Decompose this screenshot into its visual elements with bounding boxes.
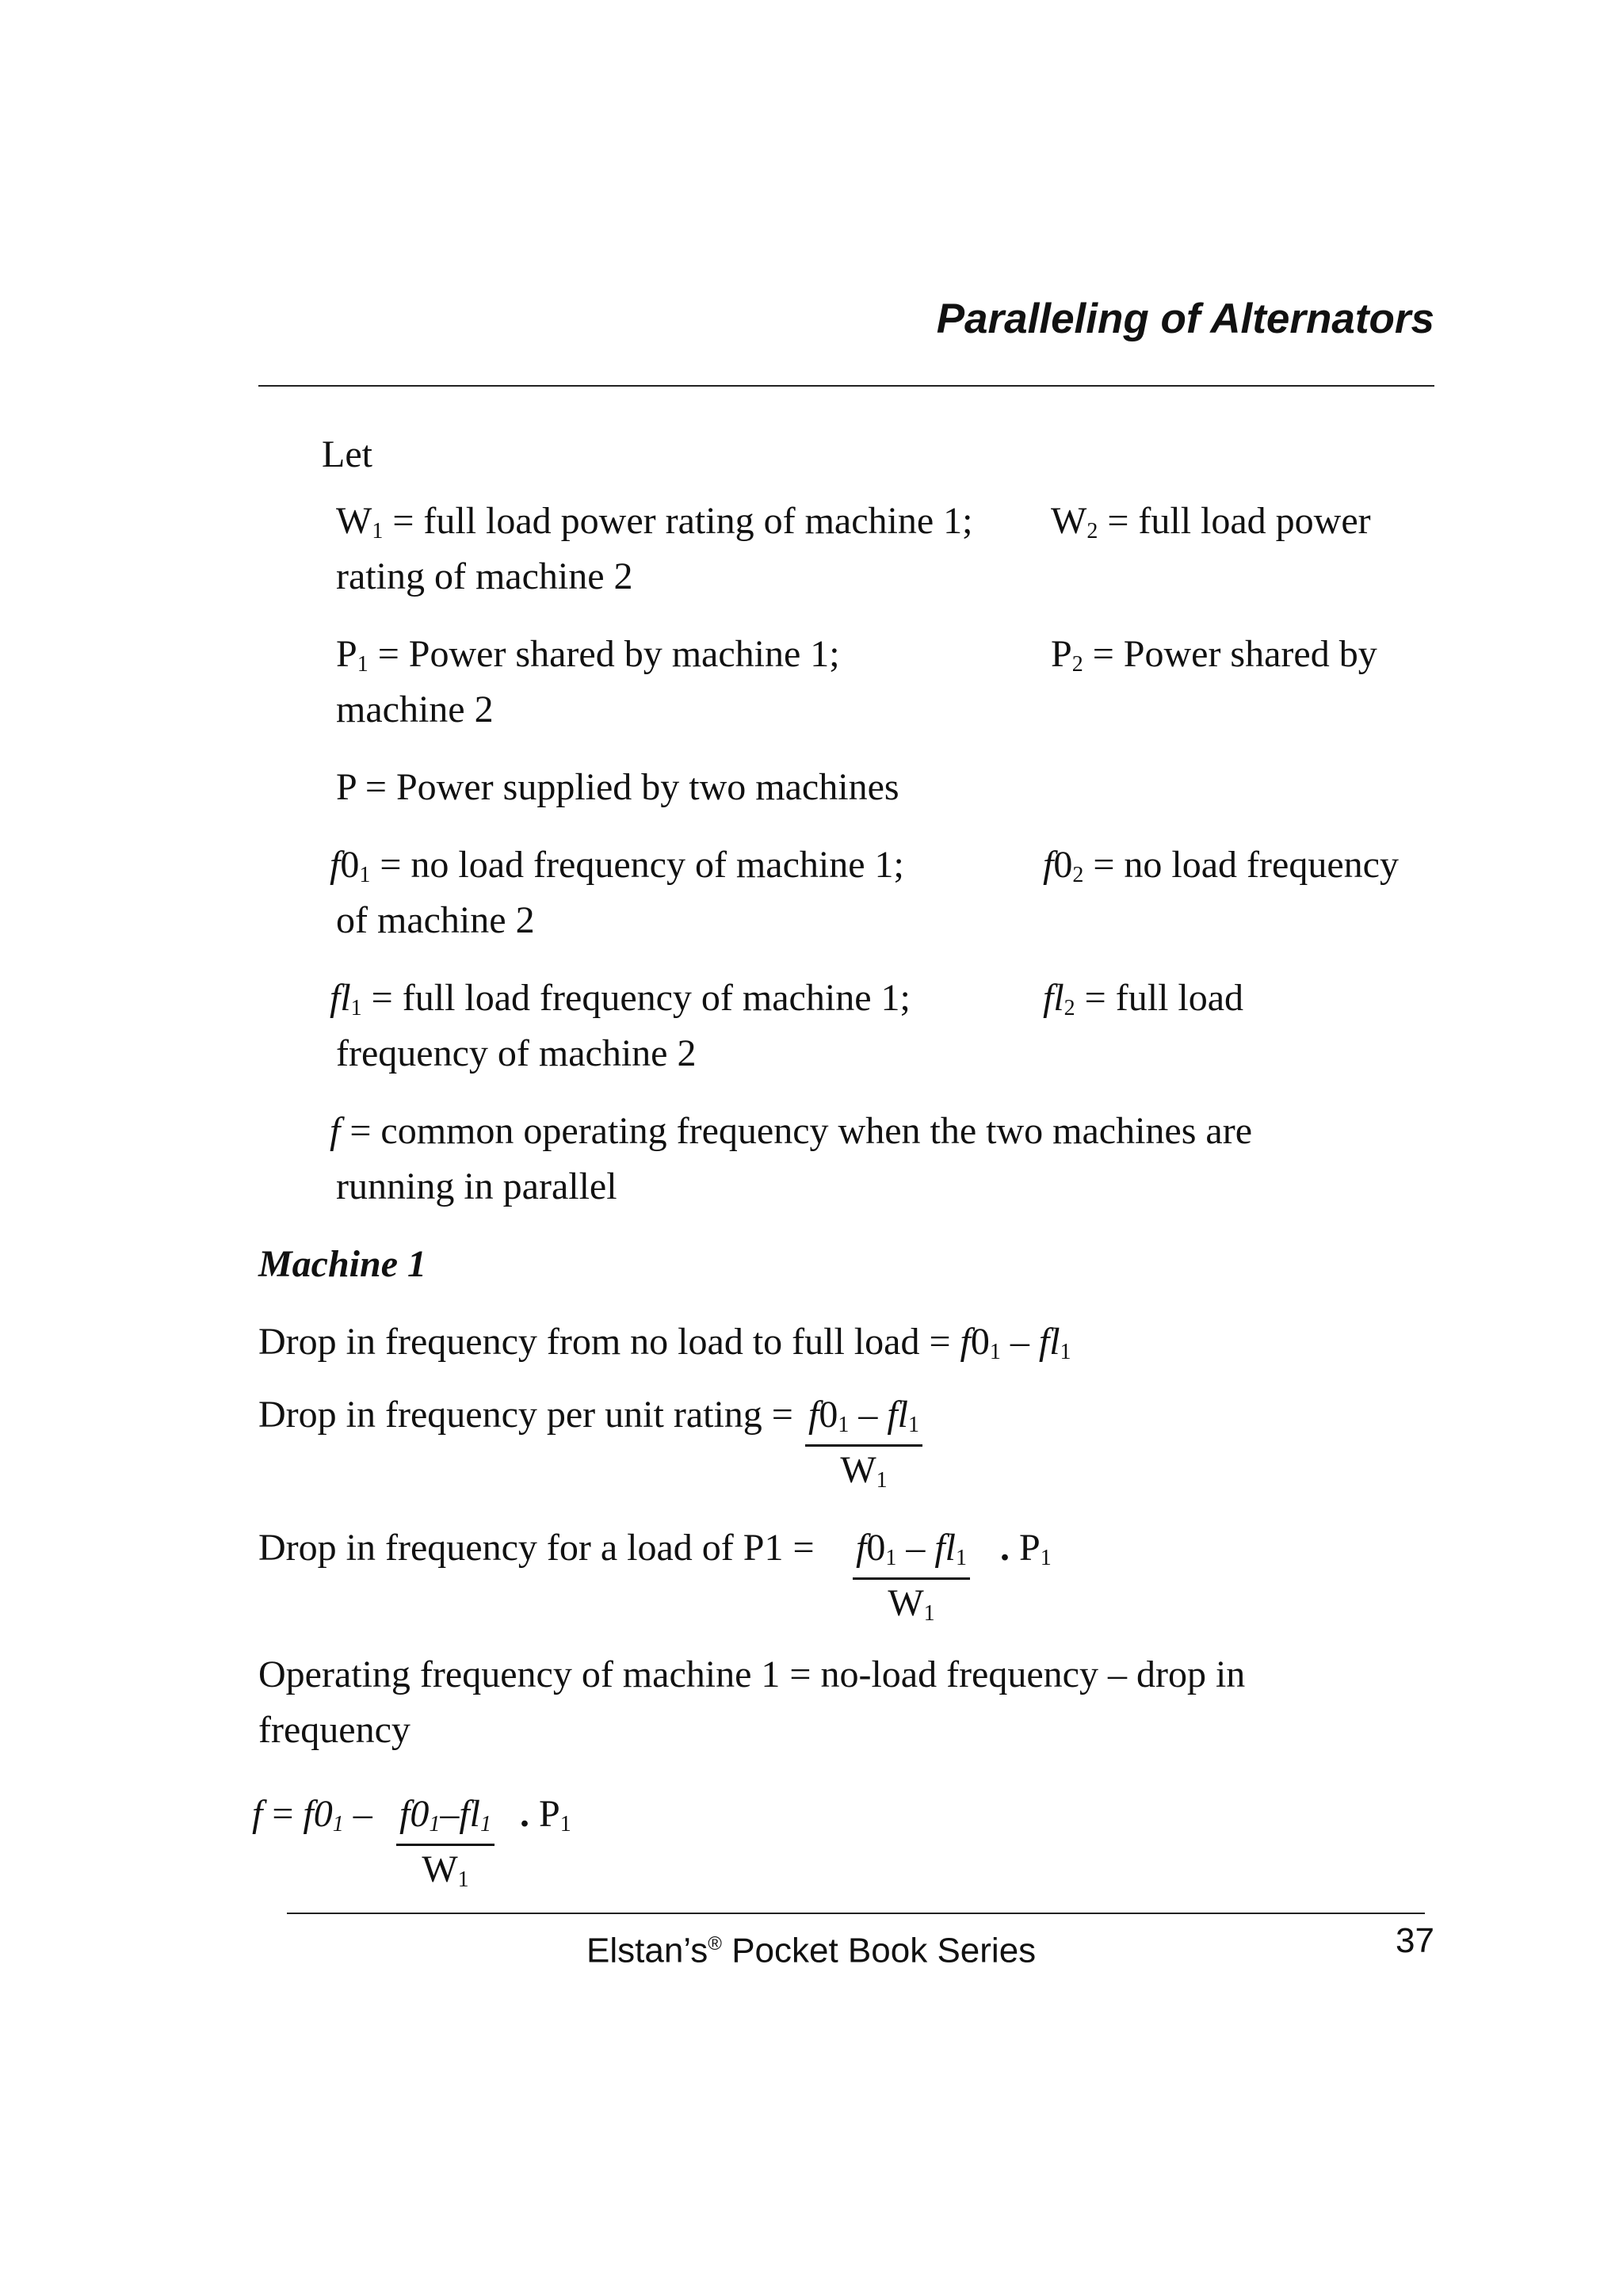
page-number: 37 bbox=[1396, 1921, 1434, 1960]
def-fl1: fl1 = full load frequency of machine 1; bbox=[330, 977, 911, 1020]
page-header-title: Paralleling of Alternators bbox=[936, 296, 1434, 342]
def-w1: W1 = full load power rating of machine 1; bbox=[336, 500, 973, 543]
drop-for-load-fraction bbox=[853, 1524, 970, 1633]
fraction-denominator: W1 bbox=[840, 1449, 888, 1493]
def-f-cont: running in parallel bbox=[336, 1165, 617, 1207]
fraction-numerator: f01–fl1 bbox=[396, 1791, 495, 1846]
def-p1: P1 = Power shared by machine 1; bbox=[336, 633, 840, 677]
def-w-cont: rating of machine 2 bbox=[336, 555, 633, 597]
final-equation-times-p1: . P1 bbox=[520, 1793, 571, 1836]
def-p-total: P = Power supplied by two machines bbox=[336, 766, 899, 808]
fraction-numerator: f01 – fl1 bbox=[853, 1524, 970, 1580]
let-label: Let bbox=[322, 433, 372, 475]
drop-no-to-full: Drop in frequency from no load to full load = f01 – fl1 bbox=[258, 1321, 1071, 1364]
def-f02: f02 = no load frequency bbox=[1043, 844, 1399, 887]
def-fl2: fl2 = full load bbox=[1043, 977, 1244, 1020]
drop-per-unit-label: Drop in frequency per unit rating = bbox=[258, 1394, 793, 1436]
drop-for-load-times-p1: . P1 bbox=[1000, 1527, 1052, 1570]
def-f01: f01 = no load frequency of machine 1; bbox=[330, 844, 904, 887]
fraction-denominator: W1 bbox=[422, 1848, 469, 1892]
drop-for-load-label: Drop in frequency for a load of P1 = bbox=[258, 1527, 815, 1569]
operating-frequency-line2: frequency bbox=[258, 1709, 411, 1751]
fraction-numerator: f01 – fl1 bbox=[805, 1391, 922, 1447]
final-equation-fraction bbox=[396, 1791, 495, 1899]
footer-series: Elstan’s® Pocket Book Series bbox=[586, 1931, 1037, 1970]
drop-per-unit-fraction bbox=[805, 1391, 922, 1500]
operating-frequency-line1: Operating frequency of machine 1 = no-load frequency – drop in bbox=[258, 1653, 1246, 1695]
machine1-heading: Machine 1 bbox=[258, 1243, 427, 1285]
footer-rule bbox=[287, 1913, 1425, 1914]
def-f0-cont: of machine 2 bbox=[336, 899, 535, 941]
header-rule bbox=[258, 385, 1434, 387]
def-p2: P2 = Power shared by bbox=[1051, 633, 1377, 677]
fraction-denominator: W1 bbox=[888, 1582, 935, 1626]
def-p-cont: machine 2 bbox=[336, 688, 494, 730]
def-w2: W2 = full load power bbox=[1051, 500, 1371, 543]
def-f: f = common operating frequency when the two machines are bbox=[330, 1110, 1253, 1152]
final-equation-lhs: f = f01 – bbox=[252, 1793, 372, 1836]
def-fl-cont: frequency of machine 2 bbox=[336, 1032, 697, 1074]
